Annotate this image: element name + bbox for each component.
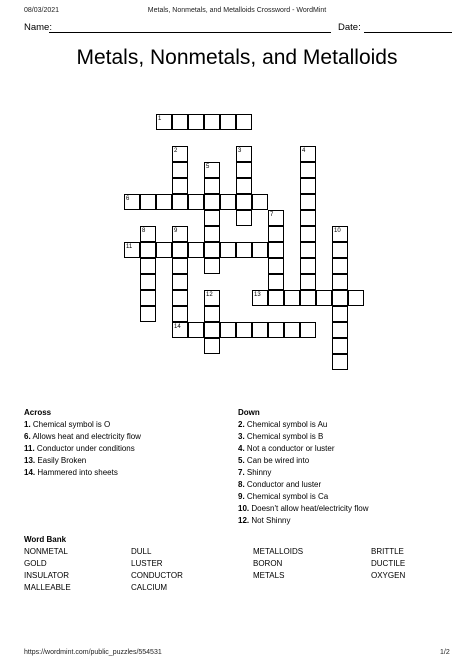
clue-number: 10 (334, 228, 341, 234)
crossword-cell[interactable] (236, 178, 252, 194)
crossword-cell[interactable] (284, 290, 300, 306)
crossword-cell[interactable] (172, 178, 188, 194)
crossword-cell[interactable] (300, 274, 316, 290)
crossword-cell[interactable] (220, 194, 236, 210)
clue-text: Chemical symbol is Au (244, 420, 328, 429)
clue-number: 12 (206, 292, 213, 298)
crossword-cell[interactable] (332, 290, 348, 306)
clue-text: Conductor under conditions (34, 444, 135, 453)
crossword-cell[interactable] (188, 194, 204, 210)
clue-num: 5. (238, 456, 245, 465)
clue-text: Doesn't allow heat/electricity flow (249, 504, 369, 513)
crossword-cell[interactable] (284, 322, 300, 338)
crossword-cell[interactable] (204, 178, 220, 194)
puzzle-title: Metals, Nonmetals, and Metalloids (76, 46, 398, 69)
crossword-cell[interactable] (204, 162, 220, 178)
across-clue (24, 468, 118, 477)
clue-number: 9 (174, 228, 178, 234)
crossword-cell[interactable] (332, 226, 348, 242)
header-date: 08/03/2021 (24, 7, 60, 14)
name-label: Name: (24, 22, 52, 33)
crossword-cell[interactable] (332, 306, 348, 322)
crossword-cell[interactable] (124, 194, 140, 210)
crossword-cell[interactable] (172, 322, 188, 338)
crossword-cell[interactable] (332, 354, 348, 370)
crossword-cell[interactable] (316, 290, 332, 306)
crossword-cell[interactable] (172, 258, 188, 274)
crossword-cell[interactable] (268, 210, 284, 226)
crossword-cell[interactable] (140, 194, 156, 210)
crossword-cell[interactable] (300, 146, 316, 162)
clue-num: 1. (24, 420, 31, 429)
crossword-cell[interactable] (236, 194, 252, 210)
word-bank-item: OXYGEN (371, 571, 406, 580)
clue-num: 13. (24, 456, 36, 465)
clue-text: Can be wired into (244, 456, 310, 465)
crossword-cell[interactable] (188, 242, 204, 258)
crossword-cell[interactable] (204, 194, 220, 210)
word-bank-item: BORON (253, 559, 283, 568)
crossword-cell[interactable] (300, 210, 316, 226)
across-clue (24, 432, 141, 441)
clue-text: Shinny (244, 468, 272, 477)
word-bank-item: METALS (253, 571, 285, 580)
word-bank-item: METALLOIDS (253, 547, 304, 556)
header-title: Metals, Nonmetals, and Metalloids Crossword - WordMint (147, 7, 327, 14)
crossword-cell[interactable] (172, 226, 188, 242)
crossword-cell[interactable] (172, 194, 188, 210)
clue-text: Allows heat and electricity flow (30, 432, 141, 441)
clue-text: Not a conductor or luster (244, 444, 335, 453)
crossword-cell[interactable] (156, 242, 172, 258)
clue-text: Chemical symbol is B (244, 432, 324, 441)
crossword-cell[interactable] (300, 194, 316, 210)
crossword-cell[interactable] (332, 338, 348, 354)
crossword-cell[interactable] (300, 290, 316, 306)
crossword-cell[interactable] (172, 274, 188, 290)
clue-num: 9. (238, 492, 245, 501)
crossword-cell[interactable] (124, 242, 140, 258)
clue-text: Chemical symbol is Ca (244, 492, 329, 501)
crossword-cell[interactable] (204, 258, 220, 274)
crossword-cell[interactable] (204, 210, 220, 226)
crossword-cell[interactable] (172, 306, 188, 322)
crossword-cell[interactable] (204, 226, 220, 242)
crossword-cell[interactable] (140, 306, 156, 322)
crossword-cell[interactable] (268, 258, 284, 274)
clue-number: 11 (126, 244, 133, 250)
crossword-cell[interactable] (204, 242, 220, 258)
crossword-cell[interactable] (300, 226, 316, 242)
crossword-cell[interactable] (332, 274, 348, 290)
across-clue (24, 420, 110, 429)
clue-number: 8 (142, 228, 146, 234)
crossword-cell[interactable] (300, 178, 316, 194)
across-clue (24, 456, 86, 465)
crossword-cell[interactable] (172, 146, 188, 162)
crossword-cell[interactable] (172, 114, 188, 130)
crossword-cell[interactable] (204, 322, 220, 338)
crossword-cell[interactable] (236, 242, 252, 258)
crossword-cell[interactable] (236, 146, 252, 162)
clue-text: Conductor and luster (244, 480, 322, 489)
word-bank-item: DUCTILE (371, 559, 406, 568)
clue-number: 1 (158, 116, 162, 122)
clue-number: 3 (238, 148, 242, 154)
crossword-cell[interactable] (332, 242, 348, 258)
clue-num: 8. (238, 480, 245, 489)
down-clue (238, 492, 328, 501)
clue-num: 2. (238, 420, 245, 429)
crossword-cell[interactable] (156, 114, 172, 130)
word-bank-item: LUSTER (131, 559, 163, 568)
across-clue (24, 444, 135, 453)
clue-num: 11. (24, 444, 35, 453)
crossword-cell[interactable] (172, 162, 188, 178)
word-bank-item: GOLD (24, 559, 47, 568)
down-clue (238, 504, 368, 513)
crossword-cell[interactable] (140, 242, 156, 258)
clue-number: 2 (174, 148, 178, 154)
word-bank-item: CALCIUM (131, 583, 168, 592)
date-label: Date: (338, 22, 361, 33)
crossword-cell[interactable] (300, 258, 316, 274)
crossword-cell[interactable] (140, 258, 156, 274)
crossword-cell[interactable] (332, 258, 348, 274)
clue-num: 4. (238, 444, 245, 453)
down-clue (238, 516, 290, 525)
across-heading: Across (24, 408, 52, 417)
crossword-cell[interactable] (236, 210, 252, 226)
crossword-cell[interactable] (268, 322, 284, 338)
crossword-cell[interactable] (172, 290, 188, 306)
clue-number: 4 (302, 148, 306, 154)
down-clue (238, 432, 323, 441)
crossword-cell[interactable] (236, 322, 252, 338)
clue-num: 12. (238, 516, 250, 525)
down-clue (238, 444, 335, 453)
clue-text: Not Shinny (249, 516, 291, 525)
word-bank-heading: Word Bank (24, 535, 67, 544)
crossword-cell[interactable] (268, 226, 284, 242)
crossword-cell[interactable] (300, 242, 316, 258)
clue-num: 7. (238, 468, 245, 477)
down-heading: Down (238, 408, 260, 417)
crossword-cell[interactable] (140, 290, 156, 306)
down-clue (238, 420, 327, 429)
crossword-cell[interactable] (300, 162, 316, 178)
crossword-cell[interactable] (188, 322, 204, 338)
clue-num: 6. (24, 432, 31, 441)
clue-number: 14 (174, 324, 181, 330)
crossword-cell[interactable] (268, 290, 284, 306)
clue-num: 3. (238, 432, 245, 441)
crossword-cell[interactable] (204, 290, 220, 306)
word-bank-item: MALLEABLE (24, 583, 71, 592)
crossword-cell[interactable] (348, 290, 364, 306)
word-bank-item: NONMETAL (24, 547, 68, 556)
word-bank-item: DULL (131, 547, 152, 556)
crossword-cell[interactable] (332, 322, 348, 338)
word-bank-item: INSULATOR (24, 571, 70, 580)
crossword-cell[interactable] (252, 194, 268, 210)
crossword-cell[interactable] (220, 242, 236, 258)
crossword-cell[interactable] (220, 114, 236, 130)
word-bank-item: CONDUCTOR (131, 571, 183, 580)
crossword-cell[interactable] (300, 322, 316, 338)
clue-num: 10. (238, 504, 250, 513)
crossword-cell[interactable] (188, 114, 204, 130)
crossword-cell[interactable] (220, 322, 236, 338)
clue-number: 7 (270, 212, 274, 218)
crossword-cell[interactable] (140, 274, 156, 290)
crossword-cell[interactable] (268, 274, 284, 290)
crossword-cell[interactable] (236, 114, 252, 130)
clue-num: 14. (24, 468, 36, 477)
crossword-cell[interactable] (204, 306, 220, 322)
crossword-cell[interactable] (252, 322, 268, 338)
crossword-cell[interactable] (140, 226, 156, 242)
crossword-cell[interactable] (204, 338, 220, 354)
clue-text: Easily Broken (35, 456, 87, 465)
crossword-cell[interactable] (156, 194, 172, 210)
down-clue (238, 468, 271, 477)
crossword-cell[interactable] (204, 114, 220, 130)
crossword-cell[interactable] (268, 242, 284, 258)
down-clue (238, 456, 309, 465)
footer-page-number: 1/2 (440, 649, 450, 656)
down-clue (238, 480, 321, 489)
clue-text: Chemical symbol is O (30, 420, 111, 429)
crossword-cell[interactable] (236, 162, 252, 178)
crossword-cell[interactable] (252, 290, 268, 306)
crossword-cell[interactable] (252, 242, 268, 258)
footer-url: https://wordmint.com/public_puzzles/554531 (24, 649, 162, 656)
clue-text: Hammered into sheets (35, 468, 118, 477)
clue-number: 6 (126, 196, 130, 202)
clue-number: 13 (254, 292, 261, 298)
clue-number: 5 (206, 164, 210, 170)
crossword-cell[interactable] (172, 242, 188, 258)
word-bank-item: BRITTLE (371, 547, 404, 556)
